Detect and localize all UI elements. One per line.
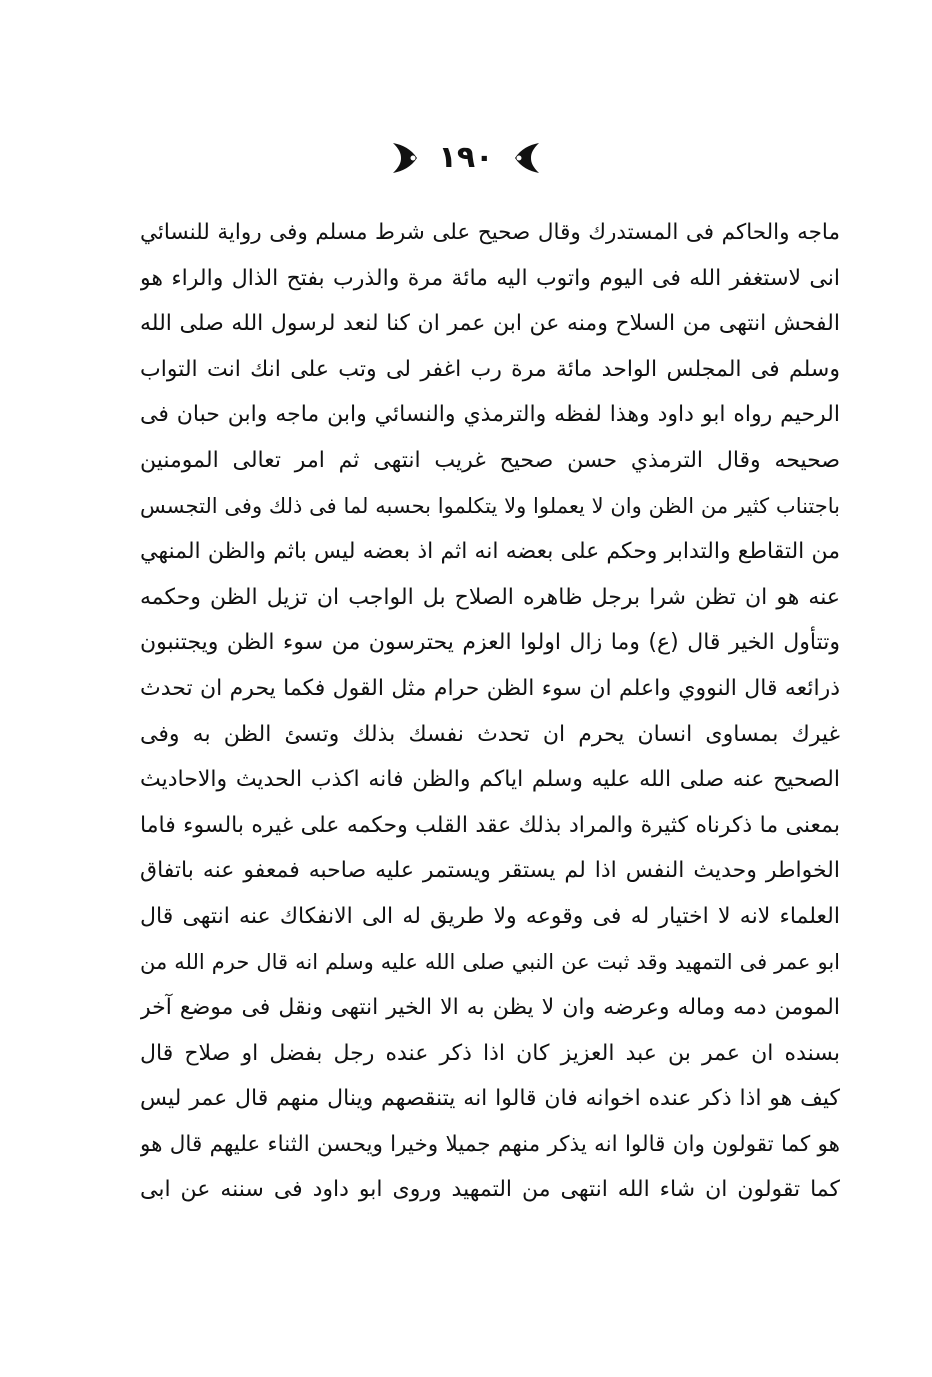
text-line-16: العلماء لانه لا اختيار له فى وقوعه ولا طريق له الى الانفكاك عنه انتهى قال xyxy=(140,903,840,929)
text-line-10: وتتأول الخير قال (ع) وما زال اولوا العزم يحترسون من سوء الظن ويجتنبون xyxy=(140,630,840,656)
text-line-2: انى لاستغفر الله فى اليوم واتوب اليه مائة مرة والذرب بفتح الذال والراء هو xyxy=(140,265,840,291)
text-line-3: الفحش انتهى من السلاح ومنه عن ابن عمر ان كنا لنعد لرسول الله صلى الله xyxy=(140,311,840,337)
text-line-14: بمعنى ما ذكرناه كثيرة والمراد بذلك عقد القلب وحكمه على غيره بالسوء فاما xyxy=(140,812,840,838)
text-line-13: الصحيح عنه صلى الله عليه وسلم اياكم والظن فانه اكذب الحديث والاحاديث xyxy=(140,767,840,793)
left-ornament-icon xyxy=(389,139,419,177)
text-line-17: ابو عمر فى التمهيد وقد ثبت عن النبي صلى الله عليه وسلم انه قال حرم الله من xyxy=(140,949,840,974)
right-ornament-icon xyxy=(513,139,543,177)
text-line-8: من التقاطع والتدابر وحكم على بعضه انه اثم اذ بعضه ليس باثم والظن المنهي xyxy=(140,539,840,565)
text-line-15: الخواطر وحديث النفس اذا لم يستقر ويستمر عليه صاحبه فمعفو عنه باتفاق xyxy=(140,858,840,884)
text-line-18: المومن دمه وماله وعرضه وان لا يظن به الا الخير انتهى ونقل فى موضع آخر xyxy=(140,995,840,1021)
text-line-12: غيرك بمساوى انسان يحرم ان تحدث نفسك بذلك وتسئ الظن به وفى xyxy=(140,721,840,747)
text-line-5: الرحيم رواه ابو داود وهذا لفظه والترمذي والنسائي وابن ماجه وابن حبان فى xyxy=(140,402,840,428)
text-line-7: باجتناب كثير من الظن وان لا يعملوا ولا يتكلموا بحسبه لما فى ذلك وفى التجسس xyxy=(140,493,840,518)
text-line-6: صحيحه وقال الترمذي حسن صحيح غريب انتهى ثم امر تعالى المومنين xyxy=(140,447,840,473)
text-line-19: بسنده ان عمر بن عبد العزيز كان اذا ذكر عنده رجل بفضل او صلاح قال xyxy=(140,1040,840,1066)
text-line-20: كيف هو اذا ذكر عنده اخوانه فان قالوا انه يتنقصهم وينال منهم قال عمر ليس xyxy=(140,1086,840,1112)
text-line-4: وسلم فى المجلس الواحد مائة مرة رب اغفر لى وتب على انك انت التواب xyxy=(140,356,840,382)
body-text xyxy=(140,210,840,1295)
page-number: ١٩٠ xyxy=(438,140,494,175)
text-line-9: عنه هو ان تظن شرا برجل ظاهره الصلاح بل الواجب ان تزيل الظن وحكمه xyxy=(140,584,840,610)
page-header xyxy=(0,128,932,188)
text-line-1: ماجه والحاكم فى المستدرك وقال صحيح على شرط مسلم وفى رواية للنسائي xyxy=(140,220,840,245)
text-line-22: كما تقولون ان شاء الله انتهى من التمهيد وروى ابو داود فى سننه عن ابى xyxy=(140,1177,840,1203)
text-line-21: هو كما تقولون وان قالوا انه يذكر منهم جميلا وخيرا ويحسن الثناء عليهم قال هو xyxy=(140,1131,840,1157)
text-line-11: ذرائعه قال النووي واعلم ان سوء الظن حرام مثل القول فكما يحرم ان تحدث xyxy=(140,675,840,701)
